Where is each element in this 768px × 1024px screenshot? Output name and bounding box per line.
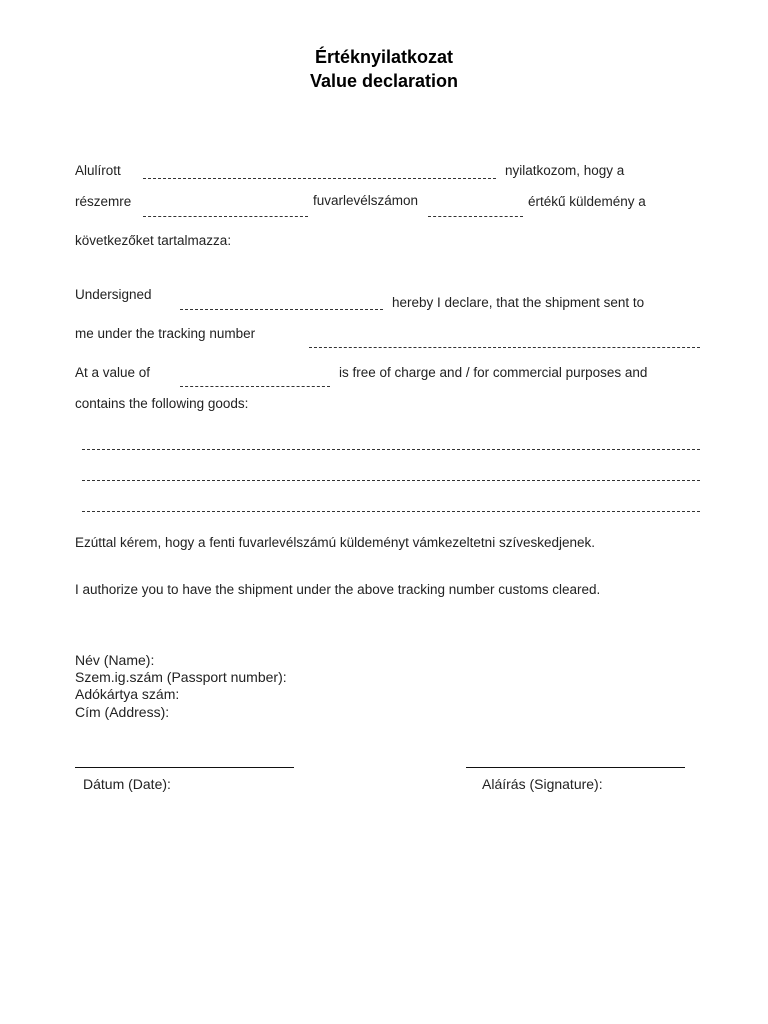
passport-field-label: Szem.ig.szám (Passport number): [75, 669, 287, 685]
tracking-number-label-hu: fuvarlevélszámon [313, 193, 419, 208]
name-blank-en[interactable] [180, 309, 383, 310]
name-field-label: Név (Name): [75, 652, 155, 668]
date-line[interactable] [75, 767, 294, 768]
address-field-label: Cím (Address): [75, 704, 170, 720]
value-shipment-text-hu: értékű küldemény a [528, 194, 646, 209]
declare-text-hu: nyilatkozom, hogy a [505, 163, 625, 178]
value-label-en: At a value of [75, 365, 151, 380]
declare-text-en: hereby I declare, that the shipment sent to [392, 295, 645, 310]
contents-text-hu: következőket tartalmazza: [75, 233, 232, 248]
undersigned-label-en: Undersigned [75, 287, 152, 302]
tracking-number-label-en: me under the tracking number [75, 326, 256, 341]
goods-line[interactable] [82, 480, 700, 481]
goods-line[interactable] [82, 449, 700, 450]
customs-request-en: I authorize you to have the shipment under the above tracking number customs cleared. [75, 582, 601, 597]
goods-label-en: contains the following goods: [75, 396, 249, 411]
name-blank-hu[interactable] [143, 178, 496, 179]
goods-line[interactable] [82, 511, 700, 512]
tax-card-field-label: Adókártya szám: [75, 686, 180, 702]
customs-request-hu: Ezúttal kérem, hogy a fenti fuvarlevélszámú küldeményt vámkezeltetni szíveskedjenek. [75, 535, 595, 550]
undersigned-label-hu: Alulírott [75, 163, 121, 178]
purpose-text-en: is free of charge and / for commercial purposes and [339, 365, 648, 380]
tracking-blank-hu[interactable] [428, 216, 523, 217]
signature-label: Aláírás (Signature): [482, 776, 603, 792]
document-title-english: Value declaration [309, 71, 459, 91]
signature-line[interactable] [466, 767, 685, 768]
sender-blank-hu[interactable] [143, 216, 308, 217]
value-blank-en[interactable] [180, 386, 330, 387]
tracking-blank-en[interactable] [309, 347, 700, 348]
date-label: Dátum (Date): [83, 776, 171, 792]
document-title-hungarian: Értéknyilatkozat [314, 47, 454, 67]
for-me-label-hu: részemre [75, 194, 132, 209]
